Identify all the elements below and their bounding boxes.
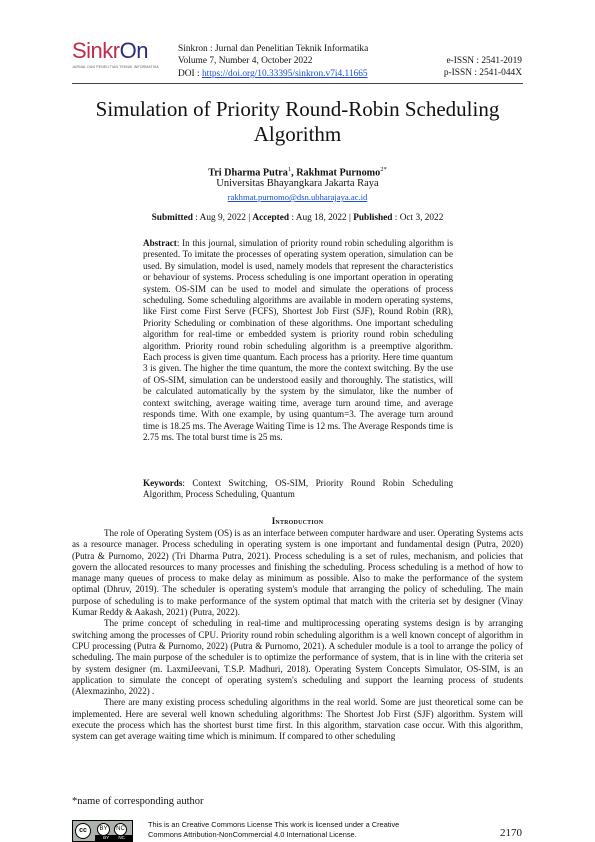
intro-paragraph-1: The role of Operating System (OS) is as an interface between computer hardware and user. Operating Systems acts as a resource manager. Process scheduling in operating system is one important and fundamental design (Putra, 2020) (Putra & Purnomo, 2022) (Tri Dharma Putra, 2021). Process scheduling is a set of rules, mechanism, and policies that govern the allocated resources to many processes and finishing the scheduling. Process scheduling is a method of how to manage many queues of process to make delay as minimum as possible. Also to make the performance of the system optimal (Dhruv, 2019). The scheduler is operating system's module that arranging the policy of scheduling. The main purpose of scheduling is to make performance of the system optimal that match with the criteria set by designer (Vinay Kumar Reddy & Aakash, 2021) (Putra, 2022). xyxy=(72,528,523,618)
paper-title: Simulation of Priority Round-Robin Scheduling Algorithm xyxy=(95,97,500,146)
keywords-label: Keywords xyxy=(143,478,183,488)
journal-volume: Volume 7, Number 4, October 2022 xyxy=(178,56,313,67)
pissn: p-ISSN : 2541-044X xyxy=(443,68,522,79)
author-email[interactable]: rakhmat.purnomo@dsn.ubharajaya.ac.id xyxy=(227,192,368,202)
license-line-2: Commons Attribution-NonCommercial 4.0 International License. xyxy=(148,830,357,839)
page-number: 2170 xyxy=(500,827,522,839)
license-line-1: This is an Creative Commons License This work is licensed under a Creative xyxy=(148,820,400,829)
author-2-affil-mark: 2* xyxy=(380,166,387,173)
attribution-icon: BY xyxy=(97,823,110,836)
journal-logo xyxy=(72,40,172,69)
author-1-affil-mark: 1 xyxy=(287,166,292,173)
published-label: Published xyxy=(353,213,393,223)
author-2: Rakhmat Purnomo xyxy=(296,167,381,179)
logo-wordmark xyxy=(72,40,172,62)
doi-label: DOI : xyxy=(178,68,202,79)
section-heading-introduction: Introduction xyxy=(271,516,324,526)
affiliation: Universitas Bhayangkara Jakarta Raya xyxy=(216,178,379,189)
header-divider xyxy=(72,83,523,84)
noncommercial-icon: NC xyxy=(114,823,127,836)
issn-block xyxy=(444,55,522,80)
intro-paragraph-2: The prime concept of scheduling in real-time and multiprocessing operating systems design is by arranging switching among the processes of CPU. Priority round robin scheduling algorithm is a well known concept of algorithm in CPU processing (Putra & Purnomo, 2022) (Putra & Purnomo, 2021). A scheduler module is a tool to arrange the policy of scheduling. The main purpose of the scheduler is to optimize the performance of system, that is in line with the criteria set by system designer (m. LaxmiJeevani, T.S.P. Madhuri, 2018). Operating System Concepts Simulator, OS-SIM, is an application to simulate the concept of operating system's scheduling and support the learning process of students (Alexmazinho, 2022) . xyxy=(72,618,523,697)
intro-paragraph-3: There are many existing process scheduling algorithms in the real world. Some are just theoretical some can be implemented. Here are several well known scheduling algorithms: The Shortest Job First (SJF) algorithm. System will execute the process which has the shortest burst time first. In this algorithm, starvation case occur. With this algorithm, system can get average waiting time which is minimum. If compared to other scheduling xyxy=(72,697,523,742)
published-date: : Oct 3, 2022 xyxy=(392,213,444,223)
doi-line xyxy=(178,68,368,80)
abstract-text: : In this journal, simulation of priority round robin scheduling algorithm is presented. To imitate the processes of operating system operation, simulation can be used. By simulation, model is used, namely models that represent the characteristics or behaviour of systems. Process scheduling is one important operation in operating system. OS-SIM can be used to model and simulate the operations of process scheduling. Some scheduling algorithms are available in modern operating systems, like First come First Serve (FCFS), Shortest Job First (SJF), Round Robin (RR), Priority Scheduling or combination of these algorithms. One important scheduling algorithm for real-time or embedded system is priority round robin scheduling algorithm. Priority round robin scheduling algorithm is a preemptive algorithm. Each process is given time quantum. Each process has a priority. Here time quantum 3 is given. The higher the time quantum, the more the context switching. By the use of OS-SIM, simulation can be understood easily and thoroughly. The statistics, will be calculated automatically by the system by the simulator, like the number of context switching, average waiting time, average turn around time, and average responds time. With one example, by using quantum=3. The average turn around time is 18.25 ms. The Average Waiting Time is 12 ms. The Average Responds time is 2.75 ms. The total burst time is 25 ms. xyxy=(143,238,453,442)
logo-text-b: On xyxy=(119,38,148,63)
logo-text-a: Sinkr xyxy=(72,38,120,63)
keywords xyxy=(143,478,453,501)
publication-dates xyxy=(72,212,523,224)
logo-subtitle: JURNAL DAN PENELITIAN TEKNIK INFORMATIKA xyxy=(72,65,159,69)
submitted-label: Submitted xyxy=(151,213,193,223)
license-text xyxy=(148,820,448,840)
corresponding-author-footnote: *name of corresponding author xyxy=(72,796,204,807)
eissn: e-ISSN : 2541-2019 xyxy=(446,56,522,66)
cc-badge-labels: BY NC xyxy=(95,835,133,841)
author-separator: , xyxy=(291,167,297,179)
journal-info xyxy=(178,43,368,80)
keywords-text: : Context Switching, OS-SIM, Priority Round Robin Scheduling Algorithm, Process Scheduling, Quantum xyxy=(143,478,453,500)
cc-icon: cc xyxy=(75,823,91,839)
abstract xyxy=(143,238,453,443)
submitted-date: : Aug 9, 2022 | xyxy=(192,213,253,223)
creative-commons-badge[interactable] xyxy=(72,820,133,842)
doi-link[interactable]: https://doi.org/10.33395/sinkron.v7i4.11665 xyxy=(201,68,368,79)
accepted-date: : Aug 18, 2022 | xyxy=(289,213,354,223)
introduction-body xyxy=(72,528,523,743)
journal-name: Sinkron : Jurnal dan Penelitian Teknik Informatika xyxy=(178,44,369,54)
email-line xyxy=(72,192,523,203)
accepted-label: Accepted xyxy=(252,213,290,223)
abstract-label: Abstract xyxy=(143,238,177,248)
author-1: Tri Dharma Putra xyxy=(208,167,288,179)
